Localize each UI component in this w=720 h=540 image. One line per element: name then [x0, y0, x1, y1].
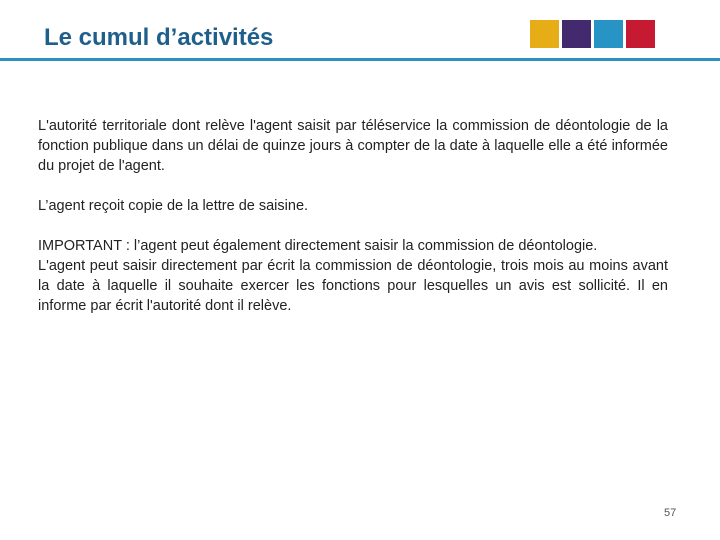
paragraph-important: IMPORTANT : l’agent peut également directement saisir la commission de déontologie. — [38, 238, 598, 254]
page-number: 57 — [664, 507, 677, 519]
slide-title: Le cumul d’activités — [44, 24, 274, 51]
color-square-red — [626, 20, 655, 48]
color-square-blue — [594, 20, 623, 48]
color-square-purple — [562, 20, 591, 48]
title-underline — [0, 58, 720, 61]
color-square-yellow — [530, 20, 559, 48]
color-squares-decoration — [530, 20, 655, 48]
paragraph-saisine-autorite: L'autorité territoriale dont relève l'agent saisit par téléservice la commission de déontologie de la fonction publique dans un délai de quinze jours à compter de la date à laquelle elle a été informée du projet de l'agent. — [38, 118, 668, 174]
slide-body — [38, 116, 668, 316]
paragraph-saisine-directe: L'agent peut saisir directement par écrit la commission de déontologie, trois mois au moins avant la date à laquelle il souhaite exercer les fonctions pour lesquelles un avis est sollicité. Il en informe par écrit l'autorité dont il relève. — [38, 258, 668, 314]
paragraph-copie-lettre: L’agent reçoit copie de la lettre de saisine. — [38, 198, 309, 214]
